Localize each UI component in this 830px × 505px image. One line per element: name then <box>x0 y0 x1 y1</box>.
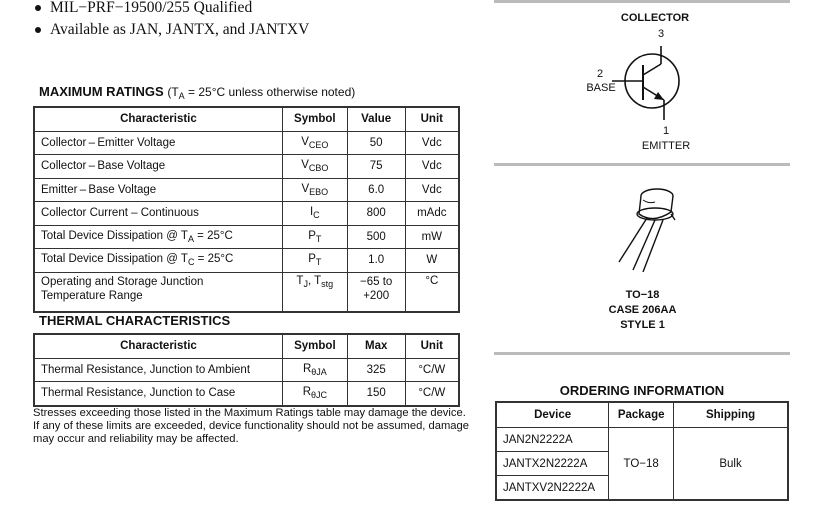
table-row <box>34 272 459 312</box>
col-header: Value <box>347 107 405 131</box>
characteristic: Operating and Storage Junction Temperature Range <box>34 272 282 312</box>
col-header: Characteristic <box>34 334 282 358</box>
feature-text: MIL−PRF−19500/255 Qualified <box>50 0 253 16</box>
characteristic: Total Device Dissipation @ $T_A = 25^\circ C$ <box>34 225 282 249</box>
characteristic: Thermal Resistance, Junction to Ambient <box>34 358 282 382</box>
table-row <box>496 428 788 452</box>
symbol: $P_T$ <box>282 225 347 249</box>
bullet-icon <box>35 27 41 33</box>
characteristic: Thermal Resistance, Junction to Case <box>34 382 282 406</box>
symbol: $V_{CEO}$ <box>282 131 347 155</box>
collector-label: COLLECTOR <box>620 12 690 24</box>
col-header: Shipping <box>674 402 788 428</box>
table-row <box>34 202 459 226</box>
value: 800 <box>347 202 405 226</box>
thermal-heading: THERMAL CHARACTERISTICS <box>39 313 231 328</box>
feature-text: Available as JAN, JANTX, and JANTXV <box>50 21 310 38</box>
value: 500 <box>347 225 405 249</box>
unit: mW <box>405 225 459 249</box>
characteristic: Emitter – Base Voltage <box>34 178 282 202</box>
unit: W <box>405 249 459 273</box>
divider <box>494 352 790 355</box>
max-ratings-note: ($T_A = 25^\circ C$ unless otherwise noted) <box>167 85 356 101</box>
col-header: Unit <box>405 334 459 358</box>
unit: °C <box>405 272 459 312</box>
divider <box>494 0 790 3</box>
table-row <box>34 225 459 249</box>
package-caption <box>580 288 705 333</box>
table-header-row <box>34 334 459 358</box>
max-ratings-table <box>33 106 460 313</box>
symbol: $T_J$, $T_{stg}$ <box>282 272 347 312</box>
characteristic: Collector – Emitter Voltage <box>34 131 282 155</box>
ordering-title: ORDERING INFORMATION <box>559 383 725 398</box>
value: 6.0 <box>347 178 405 202</box>
symbol: $R_{\theta JC}$ <box>282 382 347 406</box>
value: 1.0 <box>347 249 405 273</box>
table-row <box>34 249 459 273</box>
collector-pin: 3 <box>657 28 665 40</box>
bullet-icon <box>35 5 41 11</box>
base-label: BASE <box>586 82 616 94</box>
col-header: Symbol <box>282 334 347 358</box>
divider <box>494 163 790 166</box>
symbol: $V_{EBO}$ <box>282 178 347 202</box>
device: JAN2N2222A <box>496 428 609 452</box>
table-row <box>34 155 459 179</box>
symbol: $V_{CBO}$ <box>282 155 347 179</box>
col-header: Characteristic <box>34 107 282 131</box>
col-header: Device <box>496 402 609 428</box>
table-row <box>34 358 459 382</box>
table-header-row <box>34 107 459 131</box>
col-header: Package <box>609 402 674 428</box>
col-header: Unit <box>405 107 459 131</box>
max-ratings-heading <box>39 84 355 101</box>
ordering-table <box>495 401 789 501</box>
package: TO−18 <box>609 428 674 501</box>
emitter-label: EMITTER <box>641 140 691 152</box>
thermal-table <box>33 333 460 407</box>
characteristic: Total Device Dissipation @ $T_C = 25^\circ C$ <box>34 249 282 273</box>
value: 75 <box>347 155 405 179</box>
shipping: Bulk <box>674 428 788 501</box>
table-row <box>34 178 459 202</box>
npn-transistor-symbol-icon <box>600 40 700 130</box>
table-header-row <box>496 402 788 428</box>
unit: mAdc <box>405 202 459 226</box>
value: 325 <box>347 358 405 382</box>
unit: Vdc <box>405 131 459 155</box>
symbol: $I_C$ <box>282 202 347 226</box>
symbol: $P_T$ <box>282 249 347 273</box>
feature-item <box>33 0 309 19</box>
max-ratings-title: MAXIMUM RATINGS <box>39 84 164 99</box>
feature-item <box>33 19 309 41</box>
stress-note: Stresses exceeding those listed in the Maximum Ratings table may damage the device. If any of these limits are exceeded, device functionality should not be assumed, damage may occur and reliability may be affected. <box>33 407 469 445</box>
unit: °C/W <box>405 358 459 382</box>
unit: Vdc <box>405 155 459 179</box>
characteristic: Collector – Base Voltage <box>34 155 282 179</box>
col-header: Symbol <box>282 107 347 131</box>
package-name: TO−18 <box>625 289 660 301</box>
device: JANTXV2N2222A <box>496 476 609 501</box>
device: JANTX2N2222A <box>496 452 609 476</box>
table-row <box>34 131 459 155</box>
value: 50 <box>347 131 405 155</box>
unit: Vdc <box>405 178 459 202</box>
symbol: $R_{\theta JA}$ <box>282 358 347 382</box>
emitter-pin: 1 <box>662 125 670 137</box>
value: 150 <box>347 382 405 406</box>
col-header: Max <box>347 334 405 358</box>
package-style: STYLE 1 <box>620 319 665 331</box>
table-row <box>34 382 459 406</box>
value: −65 to +200 <box>347 272 405 312</box>
characteristic: Collector Current – Continuous <box>34 202 282 226</box>
unit: °C/W <box>405 382 459 406</box>
to18-package-icon <box>605 182 685 272</box>
feature-list <box>33 0 309 41</box>
package-case: CASE 206AA <box>608 304 677 316</box>
base-pin: 2 <box>596 68 604 80</box>
